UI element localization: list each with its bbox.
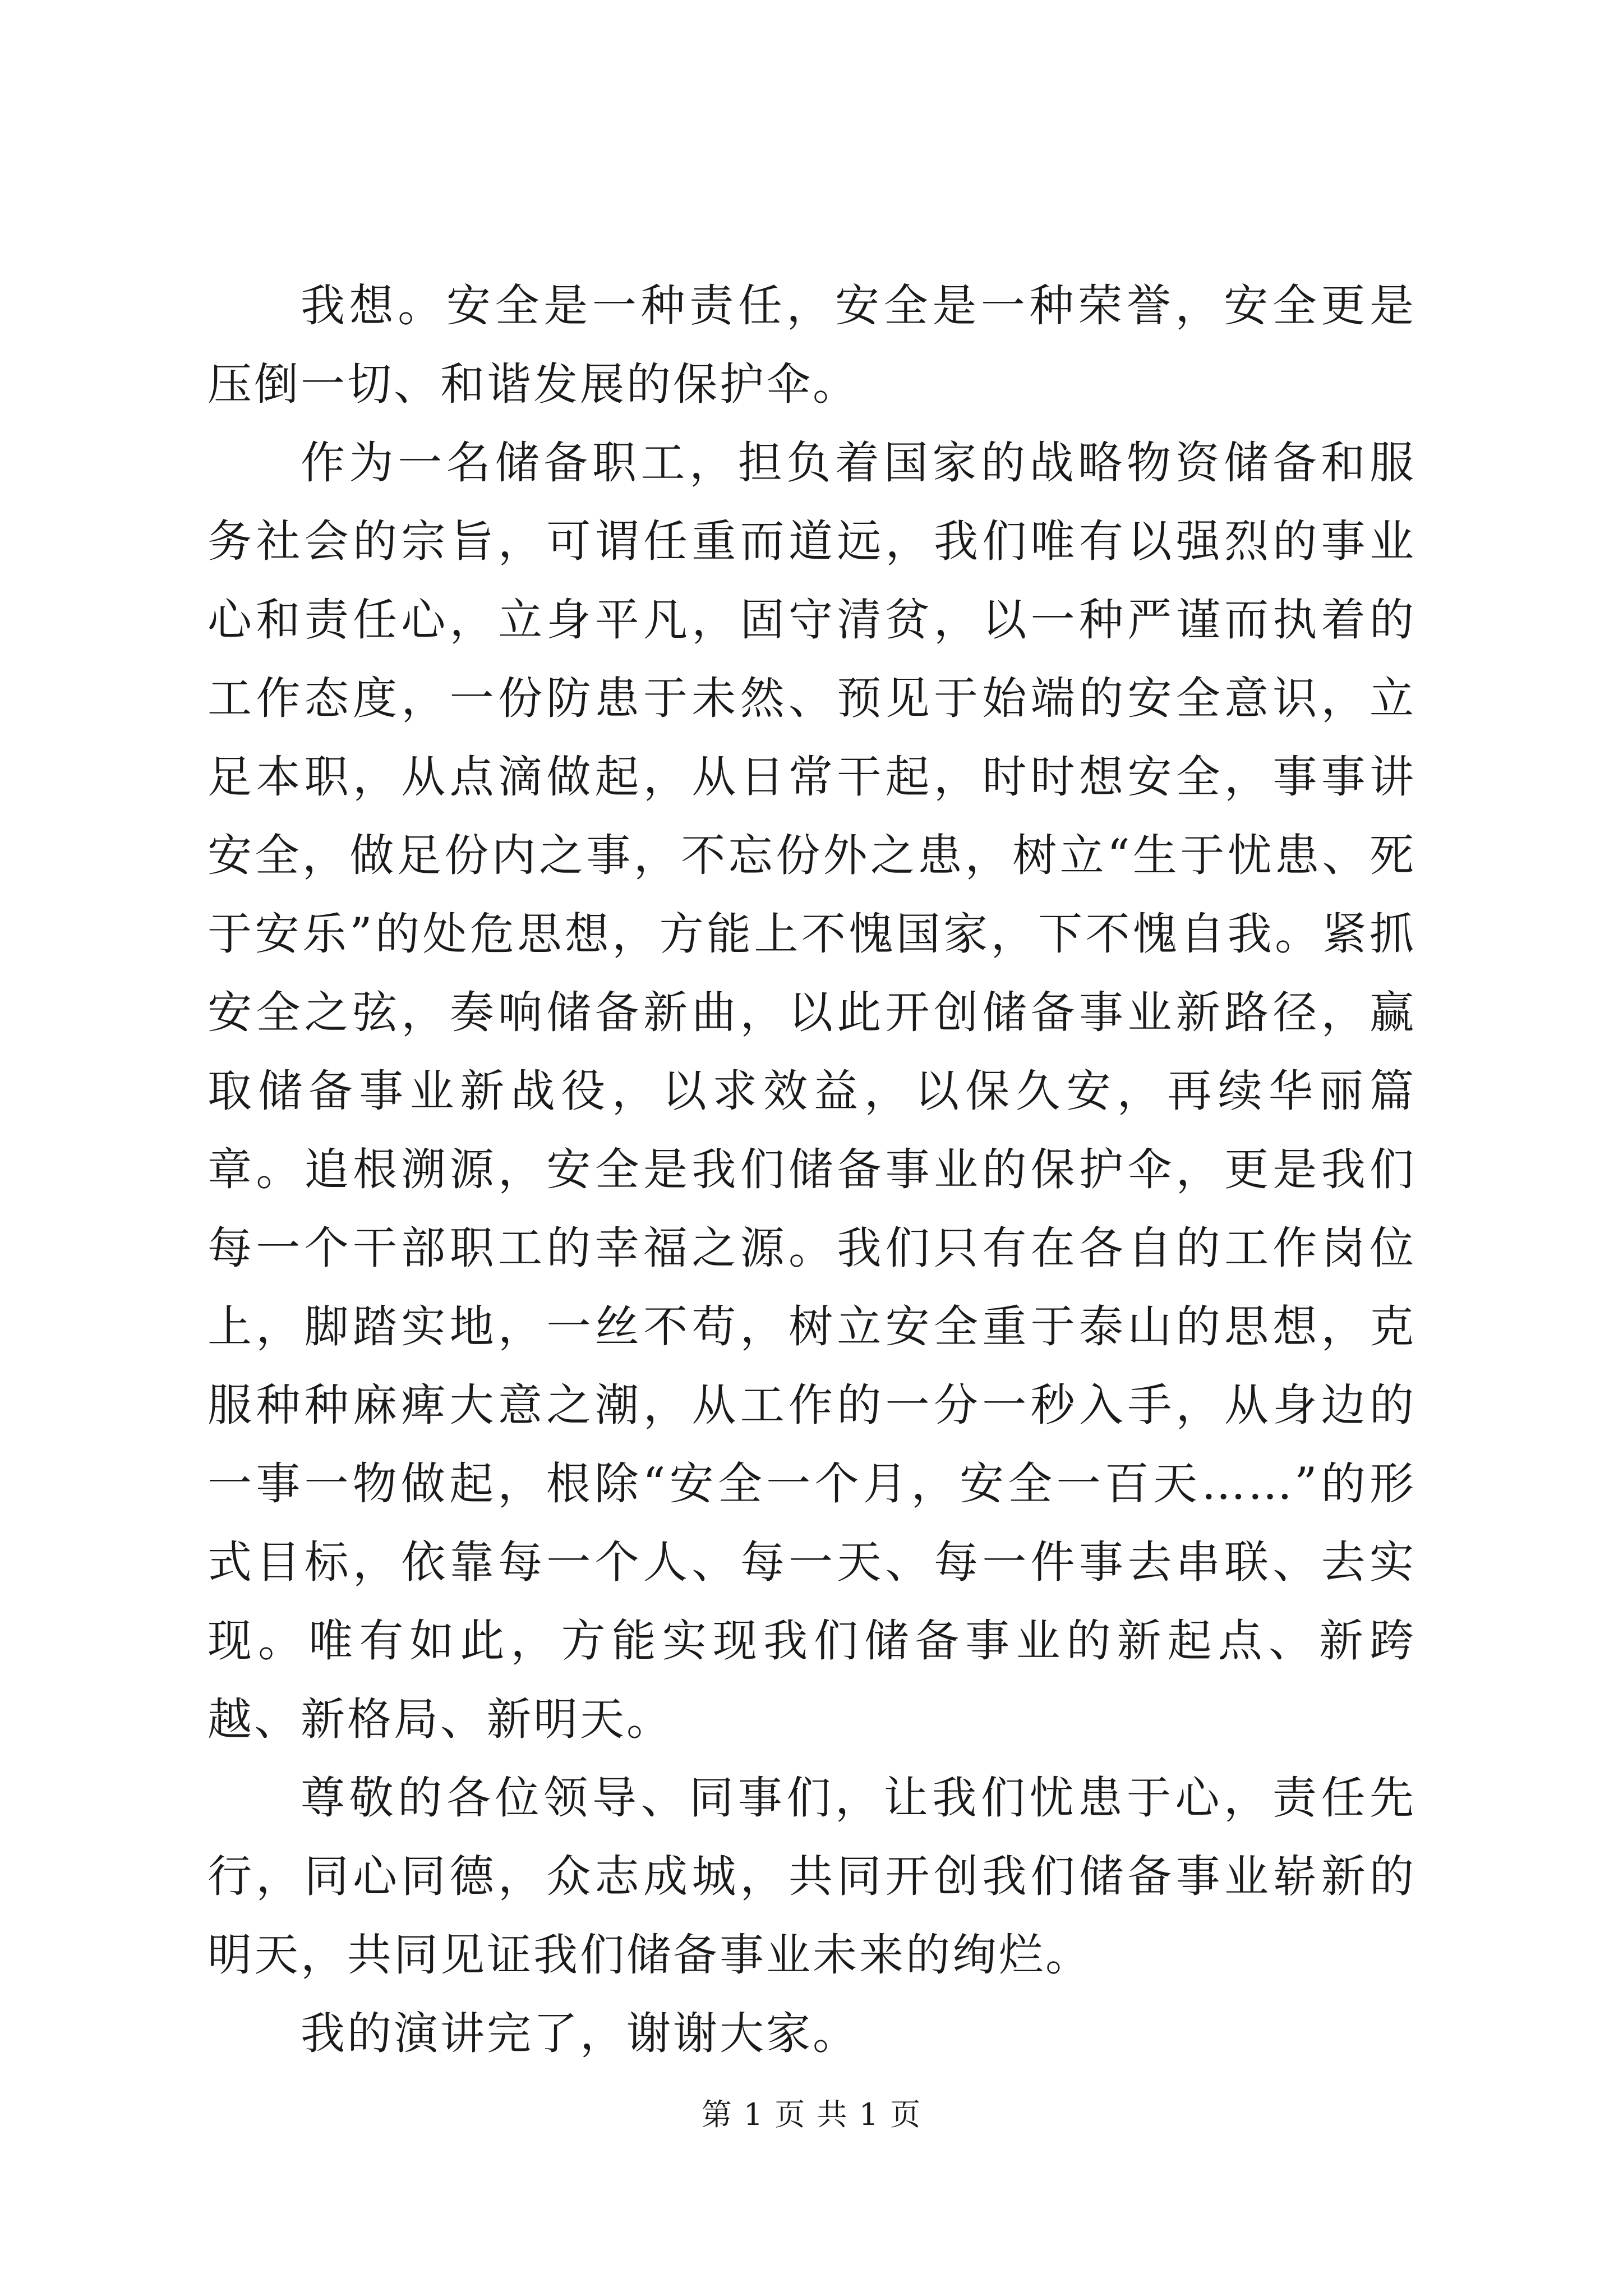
page-footer: 第 1 页 共 1 页	[701, 2097, 922, 2132]
paragraph: 我想。安全是一种责任，安全是一种荣誉，安全更是压倒一切、和谐发展的保护伞。	[208, 280, 1416, 410]
paragraph: 我的演讲完了，谢谢大家。	[301, 2008, 859, 2059]
paragraph: 作为一名储备职工，担负着国家的战略物资储备和服务社会的宗旨，可谓任重而道远，我们唯有以强烈的事业心和责任心，立身平凡，固守清贫，以一种严谨而执着的工作态度，一份防患于未然、预见于始端的安全意识，立足本职，从点滴做起，从日常干起，时时想安全，事事讲安全，做足份内之事，不忘份外之患，树立“生于忧患、死于安乐”的处危思想，方能上不愧国家，下不愧自我。紧抓安全之弦，奏响储备新曲，以此开创储备事业新路径，赢取储备事业新战役，以求效益，以保久安，再续华丽篇章。追根溯源，安全是我们储备事业的保护伞，更是我们每一个干部职工的幸福之源。我们只有在各自的工作岗位上，脚踏实地，一丝不苟，树立安全重于泰山的思想，克服种种麻痺大意之潮，从工作的一分一秒入手，从身边的一事一物做起，根除“安全一个月，安全一百天……”的形式目标，依靠每一个人、每一天、每一件事去串联、去实现。唯有如此，方能实现我们储备事业的新起点、新跨越、新格局、新明天。	[208, 437, 1416, 1745]
document-body	[208, 266, 1416, 2073]
paragraph: 尊敬的各位领导、同事们，让我们忧患于心，责任先行，同心同德，众志成城，共同开创我们储备事业崭新的明天，共同见证我们储备事业未来的绚烂。	[208, 1772, 1416, 1981]
